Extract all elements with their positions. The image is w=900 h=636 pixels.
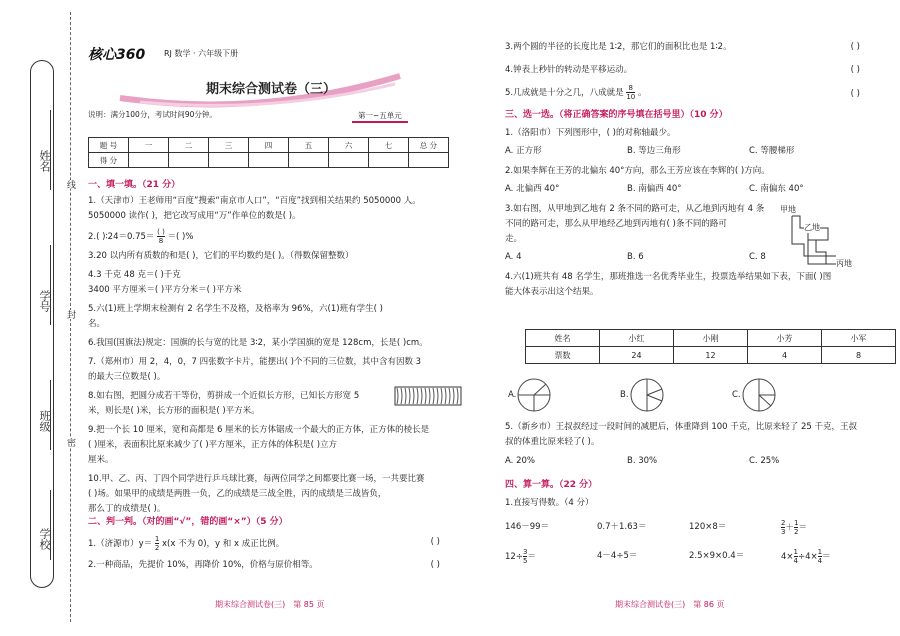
score-header: 总 分 xyxy=(409,138,449,153)
pie-option-a[interactable] xyxy=(508,377,552,413)
option-a[interactable]: A. 北偏西 40° xyxy=(505,184,560,194)
pie-chart-icon xyxy=(516,377,552,413)
vote-cell: 24 xyxy=(600,347,674,364)
section-2 xyxy=(88,514,460,573)
fraction-den: 3 xyxy=(781,528,786,536)
q2-1 xyxy=(88,535,460,552)
q3-2: 2.如果李辉在王芳的北偏东 40°方向，那么王芳应该在李辉的( )方向。 xyxy=(505,166,770,176)
coil-stroke xyxy=(397,388,398,404)
q1-2 xyxy=(88,228,460,245)
q1-1-cont: 5050000 读作( )，把它改写成用“万”作单位的数是( )。 xyxy=(88,211,301,221)
coil-stroke xyxy=(445,388,446,404)
seal-char: 密 xyxy=(65,438,75,447)
option-c[interactable]: C. 8 xyxy=(749,252,766,262)
q2-4 xyxy=(505,63,870,78)
calc-item xyxy=(781,548,831,565)
calc-item: 2.5×9×0.4＝ xyxy=(689,551,745,561)
coil-stroke xyxy=(425,388,426,404)
q3-3-cont: 不同的路可走，那么从甲地经乙地到丙地有( )条不同的路可 xyxy=(505,219,727,229)
route-label-yi: 乙地 xyxy=(804,223,820,232)
option-c[interactable]: C. 25% xyxy=(749,456,780,466)
q1-4: 4.3 千克 48 克＝( )千克 xyxy=(88,270,181,280)
calc-item xyxy=(505,548,597,565)
calc-text: 12÷ xyxy=(505,552,523,562)
q1-9-cont: ( )厘米，表面积比原来减少了( )平方厘米，正方体的体积是( )立方 xyxy=(88,440,338,450)
q3-3-cont2: 走。 xyxy=(505,234,523,244)
school-underline xyxy=(50,490,51,560)
vote-header: 小军 xyxy=(822,330,896,347)
fraction-num: 1 xyxy=(154,535,160,543)
q1-3: 3.20 以内所有质数的和是( )，它们的平均数约是( )。（得数保留整数） xyxy=(88,251,354,261)
vote-header: 小芳 xyxy=(748,330,822,347)
q3-5-cont: 叔的体重比原来轻了( )。 xyxy=(505,437,600,447)
vote-header: 姓名 xyxy=(526,330,600,347)
coil-stroke xyxy=(433,388,434,404)
route-label-bing: 丙地 xyxy=(836,259,852,268)
q3-5: 5.（新乡市）王叔叔经过一段时间的减肥后，体重降到 100 千克，比原来轻了 25 千克，王叔 xyxy=(505,422,857,432)
score-header: 二 xyxy=(169,138,209,153)
coil-stroke xyxy=(421,388,422,404)
score-header: 一 xyxy=(129,138,169,153)
fraction-num: ( ) xyxy=(157,228,165,236)
score-header: 题 号 xyxy=(89,138,129,153)
q2-2 xyxy=(88,558,460,573)
fraction-den: 2 xyxy=(793,528,799,536)
q2-4-text: 4.钟表上秒针的转动是平移运动。 xyxy=(505,65,633,75)
calc-text: ÷4× xyxy=(798,552,818,562)
pie-chart-icon xyxy=(741,377,777,413)
calc-row-1 xyxy=(505,519,870,536)
class-label: 班级 xyxy=(38,410,51,432)
answer-paren[interactable]: ( ) xyxy=(850,89,860,99)
option-b-label: B. xyxy=(620,390,629,400)
q1-9: 9.把一个长 10 厘米，宽和高都是 6 厘米的长方体锯成一个最大的正方体，正方体的棱长是 xyxy=(88,425,430,435)
score-cell[interactable] xyxy=(289,153,329,168)
answer-paren[interactable]: ( ) xyxy=(430,560,440,570)
fraction-num: 1 xyxy=(793,519,799,527)
coil-stroke xyxy=(449,388,450,404)
cut-circle-rectangle-figure xyxy=(394,385,462,407)
equals-sign: ＝ xyxy=(798,523,807,533)
coil-stroke xyxy=(409,388,410,404)
q2-2-text: 2.一种商品，先提价 10%，再降价 10%，价格与原价相等。 xyxy=(88,560,318,570)
fraction xyxy=(155,535,159,552)
q1-7-cont: 的最大三位数是( )。 xyxy=(88,372,166,382)
option-a[interactable]: A. 4 xyxy=(505,252,522,262)
pie-chart-icon xyxy=(629,377,665,413)
score-header: 六 xyxy=(329,138,369,153)
q2-5-text: 5.几成就是十分之几，八成就是 xyxy=(505,88,624,98)
q2-3 xyxy=(505,40,870,55)
option-b[interactable]: B. 6 xyxy=(627,252,644,262)
q1-5-cont: 名。 xyxy=(88,319,106,329)
vote-cell: 4 xyxy=(748,347,822,364)
id-label: 学号 xyxy=(38,290,51,312)
exam-title: 期末综合测试卷（三） xyxy=(206,82,337,97)
vote-cell: 票数 xyxy=(526,347,600,364)
score-header: 四 xyxy=(249,138,289,153)
section-2-title: 二、判一判。（对的画“√”，错的画“×”）（5 分） xyxy=(88,517,288,527)
pie-option-b[interactable] xyxy=(620,377,665,413)
vote-cell: 12 xyxy=(674,347,748,364)
route-label-jia: 甲地 xyxy=(780,205,796,214)
section-1-title: 一、填一填。（21 分） xyxy=(88,180,181,190)
option-c-label: C. xyxy=(732,390,741,400)
score-header: 五 xyxy=(289,138,329,153)
calc-item: 146－99＝ xyxy=(505,522,550,532)
score-table xyxy=(88,137,449,168)
coil-stroke xyxy=(429,388,430,404)
score-header: 三 xyxy=(209,138,249,153)
q1-6: 6.我国(国旗法)规定：国旗的长与宽的比是 3∶2，某小学国旗的宽是 128cm，长是( )cm。 xyxy=(88,338,428,348)
page-footer-left: 期末综合测试卷(三) 第 85 页 xyxy=(215,600,325,609)
q2-3-text: 3.两个圆的半径的长度比是 1∶2，那它们的面积比也是 1∶2。 xyxy=(505,42,732,52)
plus-sign: ＋ xyxy=(785,523,794,533)
page-footer-right: 期末综合测试卷(三) 第 86 页 xyxy=(615,600,725,609)
score-cell[interactable] xyxy=(369,153,409,168)
equals-sign: ＝ xyxy=(822,552,831,562)
score-header: 七 xyxy=(369,138,409,153)
answer-paren[interactable]: ( ) xyxy=(850,65,860,75)
option-c[interactable]: C. 等腰梯形 xyxy=(749,146,795,156)
score-cell[interactable] xyxy=(209,153,249,168)
id-underline xyxy=(50,245,51,325)
right-page-bottom xyxy=(505,420,870,565)
fraction-num: 1 xyxy=(793,548,798,556)
vote-header: 小刚 xyxy=(674,330,748,347)
calc-item: 120×8＝ xyxy=(689,522,727,532)
coil-stroke xyxy=(413,388,414,404)
q3-4: 4.六(1)班共有 48 名学生，那班推选一名优秀毕业生，投票选举结果如下表，下面( )图 xyxy=(505,272,832,282)
fraction xyxy=(626,84,635,101)
q1-8: 8.如右图，把圆分成若干等份，剪拼成一个近似长方形，已知长方形宽 5 xyxy=(88,391,360,401)
fraction-den: 4 xyxy=(793,557,798,565)
equals-sign: ＝ xyxy=(527,552,536,562)
score-cell[interactable] xyxy=(409,153,449,168)
option-b[interactable]: B. 等边三角形 xyxy=(627,146,681,156)
q3-5-options xyxy=(505,454,870,469)
q1-9-cont2: 厘米。 xyxy=(88,455,114,465)
calc-row-2 xyxy=(505,548,870,565)
fraction-num: 2 xyxy=(781,519,786,527)
fraction xyxy=(157,228,165,245)
q1-10-cont: ( )场。如果甲的成绩是两胜一负，乙的成绩是三战全胜，丙的成绩是三战皆负， xyxy=(88,489,387,499)
fraction-num: 8 xyxy=(626,84,635,93)
q4-1: 1.直接写得数。（4 分） xyxy=(505,498,594,508)
option-a-label: A. xyxy=(508,390,517,400)
q1-1: 1.（天津市）王老师用“百度”搜索“南京市人口”，“百度”找到相关结果约 5050000 人。 xyxy=(88,196,421,206)
coil-stroke xyxy=(417,388,418,404)
score-cell[interactable] xyxy=(329,153,369,168)
q3-1: 1.（洛阳市）下列图形中，( )的对称轴最少。 xyxy=(505,128,676,138)
exam-note: 说明：满分100分，考试时间90分钟。 xyxy=(88,110,217,119)
vote-table xyxy=(525,329,896,364)
vote-cell: 8 xyxy=(822,347,896,364)
score-row-label: 得 分 xyxy=(89,153,129,168)
q1-10: 10.甲、乙、丙、丁四个同学进行乒乓球比赛，每两位同学之间都要比赛一场，一共要比赛 xyxy=(88,474,425,484)
q3-3: 3.如右图，从甲地到乙地有 2 条不同的路可走，从乙地到丙地有 4 条 xyxy=(505,204,765,214)
name-label: 姓名 xyxy=(38,150,51,172)
score-cell[interactable] xyxy=(249,153,289,168)
range-label: 第一~五单元 xyxy=(352,110,408,123)
q1-7: 7.（郑州市）用 2，4，0，7 四张数字卡片，能摆出( )个不同的三位数，其中含有因数 3 xyxy=(88,357,422,367)
name-underline xyxy=(50,110,51,190)
option-a[interactable]: A. 20% xyxy=(505,456,535,466)
answer-paren[interactable]: ( ) xyxy=(430,537,440,547)
q3-4-cont: 能大体表示出这个结果。 xyxy=(505,287,599,297)
section-4-title: 四、算一算。（22 分） xyxy=(505,480,598,490)
q2-5 xyxy=(505,84,870,101)
pie-option-c[interactable] xyxy=(732,377,777,413)
q1-8-cont: 米，则长是( )米，长方形的面积是( )平方米。 xyxy=(88,406,260,416)
option-b[interactable]: B. 30% xyxy=(627,456,658,466)
coil-stroke xyxy=(437,388,438,404)
section-3-title: 三、选一选。（将正确答案的序号填在括号里）（10 分） xyxy=(505,110,728,120)
section-1 xyxy=(88,177,460,517)
fraction-den: 5 xyxy=(522,557,528,565)
fraction-den: 10 xyxy=(626,93,636,101)
fraction-num: 1 xyxy=(817,548,823,556)
fraction-den: 8 xyxy=(158,237,164,245)
coil-stroke xyxy=(457,388,458,404)
q1-10-cont2: 那么丁的成绩是( )。 xyxy=(88,504,166,514)
calc-item xyxy=(781,519,807,536)
q2-1-end: x(x 不为 0)，y 和 x 成正比例。 xyxy=(162,539,285,549)
series-label: RJ 数学 · 六年级下册 xyxy=(164,49,239,58)
q1-4-cont: 3400 平方厘米＝( )平方分米＝( )平方米 xyxy=(88,285,242,295)
q2-1-text: 1.（济源市）y＝ xyxy=(88,539,153,549)
answer-paren[interactable]: ( ) xyxy=(850,42,860,52)
q2-5-end: 。 xyxy=(637,88,647,98)
calc-text: 4× xyxy=(781,552,794,562)
seal-char: 封 xyxy=(65,310,75,319)
q1-2-end: ＝( )% xyxy=(167,232,194,242)
q1-5: 5.六(1)班上学期末检测有 2 名学生不及格，及格率为 96%，六(1)班有学生( ) xyxy=(88,304,383,314)
class-underline xyxy=(50,380,51,450)
coil-stroke xyxy=(453,388,454,404)
q3-2-options xyxy=(505,182,870,197)
calc-item: 0.7＋1.63＝ xyxy=(597,522,647,532)
option-c[interactable]: C. 南偏东 40° xyxy=(749,184,804,194)
brand-logo: 核心360 xyxy=(88,47,146,63)
seal-char: 线 xyxy=(65,180,75,189)
fraction-num: 3 xyxy=(522,548,528,556)
option-a[interactable]: A. 正方形 xyxy=(505,146,542,156)
q3-1-options xyxy=(505,144,870,159)
coil-stroke xyxy=(401,388,402,404)
fraction-den: 2 xyxy=(154,544,160,552)
option-b[interactable]: B. 南偏西 40° xyxy=(627,184,682,194)
coil-stroke xyxy=(441,388,442,404)
coil-stroke xyxy=(405,388,406,404)
q1-2-text: 2.( )∶24＝0.75＝ xyxy=(88,232,155,242)
score-cell[interactable] xyxy=(129,153,169,168)
calc-item: 4－4÷5＝ xyxy=(597,551,638,561)
fraction-den: 4 xyxy=(817,557,823,565)
vote-header: 小红 xyxy=(600,330,674,347)
score-cell[interactable] xyxy=(169,153,209,168)
school-label: 学校 xyxy=(38,528,51,550)
